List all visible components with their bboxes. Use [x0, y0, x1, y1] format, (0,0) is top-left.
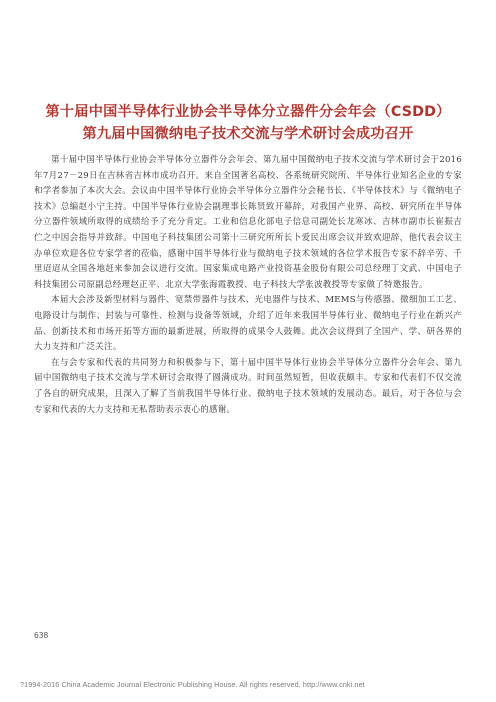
paragraph-1: 第十届中国半导体行业协会半导体分立器件分会年会、第九届中国微纳电子技术交流与学术研讨会于2016年7月27－29日在吉林省吉林市成功召开。来自全国著名高校、各系统研究院所、半导体行业知名企业的专家和学者参加了本次大会。会议由中国半导体行业协会半导体分立器件分会秘书长、《半导体技术》与《微纳电子技术》总编赵小宁主持。中国半导体行业协会副理事长陈贤致开幕辞，对我国产业界、高校、研究所在半导体分立器件领域所取得的成绩给予了充分肯定。工业和信息化部电子信息司副处长龙寒冰、吉林市副市长崔振吉伫之中因会指导并致辞。中国电子科技集团公司第十三研究所所长卜爱民出席会议并致欢迎辞，他代表会议主办单位欢迎各位专家学者的莅临，感谢中国半导体行业与微纳电子技术领域的各位学术报告专家不辞辛劳、千里迢迢从全国各地赶来参加会议进行交流。国家集成电路产业投资基金股份有限公司总经理丁文武、中国电子科技集团公司原副总经理赵正平、北京大学张海霞教授、电子科技大学张波教授等专家做了特邀报告。 [34, 155, 462, 290]
paragraph-2: 本届大会涉及新型材料与器件、宽禁带器件与技术、光电器件与技术、MEMS与传感器、微细加工工艺、电路设计与制作、封装与可靠性、检测与设备等领域，介绍了近年来我国半导体行业、微纳电子行业在新兴产品、创新技术和市场开拓等方面的最新进展，所取得的成果令人鼓舞。此次会议得到了全国产、学、研各界的大力支持和广泛关注。 [34, 295, 462, 353]
article-body [34, 153, 462, 418]
paragraph-3: 在与会专家和代表的共同努力和积极参与下，第十届中国半导体行业协会半导体分立器件分会年会、第九届中国微纳电子技术交流与学术研讨会取得了圆满成功。时间虽然短暂，但收获颇丰。专家和代表们不仅交流了各自的研究成果，且深入了解了当前我国半导体行业、微纳电子技术领域的发展动态。最后，对于各位与会专家和代表的大力支持和无私帮助表示衷心的感谢。 [34, 357, 462, 415]
article-title-line-1: 第十届中国半导体行业协会半导体分立器件分会年会（CSDD） [45, 104, 451, 120]
page-number: 638 [34, 631, 49, 640]
article-title-line-2: 第九届中国微纳电子技术交流与学术研讨会成功召开 [82, 126, 414, 142]
copyright-footer: ?1994-2016 China Academic Journal Electronic Publishing House. All rights reserved. http://www.cnki.net [20, 680, 365, 689]
